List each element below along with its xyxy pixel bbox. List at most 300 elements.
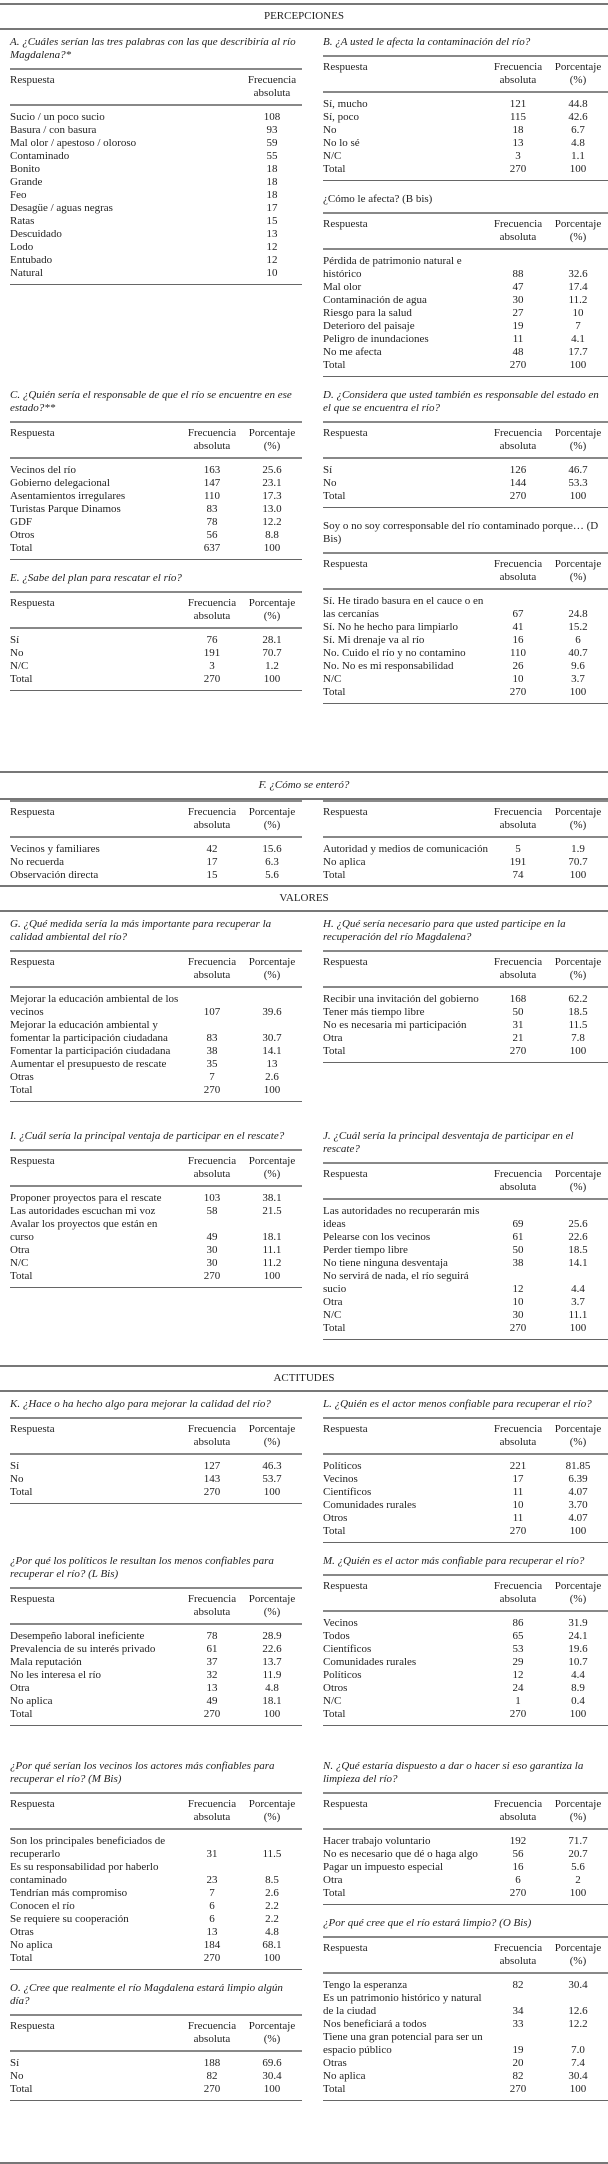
frequency-cell: 10 (512, 1499, 524, 1511)
row-label: Tengo la esperanza (323, 1979, 408, 1991)
table-row (10, 660, 302, 673)
question-block-m (323, 1549, 608, 1726)
frequency-cell: 11 (512, 1512, 524, 1524)
frequency-cell: 221 (509, 1460, 527, 1472)
table-row (10, 1218, 302, 1244)
table-row (10, 647, 302, 660)
column-header: Porcentaje (%) (548, 1575, 608, 1611)
table-row (10, 1019, 302, 1045)
table-row (323, 1296, 608, 1309)
row-label: Sí. No he hecho para limpiarlo (323, 621, 459, 633)
table-header-row (10, 69, 302, 105)
percentage-cell: 32.6 (568, 268, 588, 280)
table-row (323, 124, 608, 137)
left-column (0, 1392, 302, 1549)
question-pair (0, 383, 608, 771)
column-header: Respuesta (10, 801, 182, 837)
table-header-row (323, 951, 608, 987)
column-header: Respuesta (323, 1793, 488, 1829)
row-label: Sí (10, 2057, 20, 2069)
percentage-cell: 100 (263, 1708, 281, 1720)
percentage-cell: 18.5 (568, 1006, 588, 1018)
percentage-cell: 2.2 (265, 1900, 279, 1912)
table-row (323, 1322, 608, 1335)
frequency-cell: 18 (266, 189, 278, 201)
percentage-cell: 8.9 (571, 1682, 585, 1694)
percentage-cell: 11.1 (262, 1244, 282, 1256)
frequency-cell: 34 (512, 2005, 524, 2017)
data-table (323, 212, 608, 372)
percentage-cell: 4.4 (571, 1669, 585, 1681)
question-block-f (0, 771, 608, 882)
row-label: No. No es mi responsabilidad (323, 660, 454, 672)
row-label: Total (10, 1952, 33, 1964)
frequency-cell: 83 (206, 503, 218, 515)
column-header: Respuesta (323, 1418, 488, 1454)
data-table (10, 950, 302, 1097)
frequency-cell: 270 (509, 163, 527, 175)
column-header: Frecuencia absoluta (182, 1418, 242, 1454)
question-block-g (10, 912, 302, 1102)
frequency-cell: 121 (509, 98, 527, 110)
percentage-cell: 17.3 (262, 490, 282, 502)
question-pair (0, 912, 608, 1124)
question-title: Soy o no soy corresponsable del río contaminado porque… (D Bis) (323, 520, 599, 545)
frequency-cell: 61 (512, 1231, 524, 1243)
question-block-b (323, 30, 608, 181)
row-label: Las autoridades no recuperarán mis ideas (323, 1205, 480, 1230)
row-label: Total (323, 163, 346, 175)
frequency-cell: 31 (206, 1848, 218, 1860)
table-row (323, 137, 608, 150)
table-row (10, 189, 302, 202)
table-header-row (10, 1150, 302, 1186)
row-label: Otras (10, 1071, 34, 1083)
table-row (10, 202, 302, 215)
percentage-cell: 30.4 (568, 2070, 588, 2082)
percentage-cell: 53.7 (262, 1473, 282, 1485)
percentage-cell: 1.9 (571, 843, 585, 855)
frequency-cell: 270 (509, 490, 527, 502)
percentage-cell: 2.6 (265, 1071, 279, 1083)
percentage-cell: 24.1 (568, 1630, 588, 1642)
data-table (10, 68, 302, 280)
frequency-cell: 270 (509, 686, 527, 698)
table-row (323, 1611, 608, 1630)
frequency-cell: 32 (206, 1669, 218, 1681)
frequency-cell: 6 (209, 1900, 215, 1912)
question-pair (0, 30, 608, 383)
frequency-cell: 168 (509, 993, 527, 1005)
percentage-cell: 11.5 (262, 1848, 282, 1860)
table-row (323, 294, 608, 307)
percentage-cell: 1.1 (571, 150, 585, 162)
column-header: Respuesta (323, 56, 488, 92)
table-header-row (323, 1418, 608, 1454)
column-header: Frecuencia absoluta (488, 1793, 548, 1829)
frequency-cell: 107 (203, 1006, 221, 1018)
table-row (323, 1309, 608, 1322)
row-label: Turistas Parque Dinamos (10, 503, 121, 515)
frequency-cell: 55 (266, 150, 278, 162)
table-row (323, 1708, 608, 1721)
row-label: Total (10, 673, 33, 685)
frequency-cell: 41 (512, 621, 524, 633)
row-label: Feo (10, 189, 27, 201)
table-row (10, 673, 302, 686)
frequency-cell: 10 (512, 1296, 524, 1308)
table-row (323, 2057, 608, 2070)
column-header: Respuesta (10, 1588, 182, 1624)
table-row (323, 1257, 608, 1270)
column-header: Frecuencia absoluta (242, 69, 302, 105)
column-header: Porcentaje (%) (242, 422, 302, 458)
table-row (323, 660, 608, 673)
row-label: No es necesaria mi participación (323, 1019, 467, 1031)
frequency-cell: 17 (206, 856, 218, 868)
row-label: Mejorar la educación ambiental de los vecinos (10, 993, 179, 1018)
row-label: Es su responsabilidad por haberlo contaminado (10, 1861, 159, 1886)
percentage-cell: 28.1 (262, 634, 282, 646)
column-header: Porcentaje (%) (242, 1793, 302, 1829)
frequency-cell: 270 (203, 673, 221, 685)
row-label: N/C (323, 1695, 342, 1707)
table-row (10, 1270, 302, 1283)
frequency-cell: 11 (512, 333, 524, 345)
question-title: K. ¿Hace o ha hecho algo para mejorar la calidad del río? (10, 1398, 271, 1410)
frequency-cell: 270 (509, 359, 527, 371)
frequency-cell: 47 (512, 281, 524, 293)
percentage-cell: 12.2 (568, 2018, 588, 2030)
row-label: Descuidado (10, 228, 62, 240)
left-column (0, 1754, 302, 2162)
question-block-l (323, 1392, 608, 1543)
row-label: Todos (323, 1630, 350, 1642)
column-header: Porcentaje (%) (548, 1937, 608, 1973)
percentage-cell: 19.6 (568, 1643, 588, 1655)
row-label: Sí (10, 1460, 20, 1472)
table-row (10, 1695, 302, 1708)
column-header: Respuesta (323, 951, 488, 987)
question-block-bbis (323, 187, 608, 377)
right-column (323, 1124, 608, 1362)
column-header: Respuesta (10, 1793, 182, 1829)
table-row (323, 281, 608, 294)
frequency-cell: 270 (509, 2083, 527, 2095)
column-header: Frecuencia absoluta (488, 213, 548, 249)
frequency-cell: 7 (209, 1887, 215, 1899)
table-row (10, 215, 302, 228)
row-label: Grande (10, 176, 43, 188)
table-row (10, 458, 302, 477)
frequency-cell: 7 (209, 1071, 215, 1083)
percentage-cell: 100 (569, 163, 587, 175)
percentage-cell: 6.7 (571, 124, 585, 136)
frequency-cell: 78 (206, 1630, 218, 1642)
row-label: Observación directa (10, 869, 99, 881)
table-row (10, 2083, 302, 2096)
row-label: Sí. Mi drenaje va al río (323, 634, 425, 646)
percentage-cell: 3.7 (571, 673, 585, 685)
row-label: Total (323, 2083, 346, 2095)
percentage-cell: 11.5 (568, 1019, 588, 1031)
frequency-cell: 31 (512, 1019, 524, 1031)
percentage-cell: 8.8 (265, 529, 279, 541)
table-row (10, 1952, 302, 1965)
right-column (323, 912, 608, 1124)
frequency-cell: 19 (512, 2044, 524, 2056)
row-label: Entubado (10, 254, 53, 266)
percentage-cell: 14.1 (262, 1045, 282, 1057)
percentage-cell: 25.6 (262, 464, 282, 476)
row-label: Mal olor (323, 281, 362, 293)
right-column (323, 1549, 608, 1754)
table-row (323, 2018, 608, 2031)
percentage-cell: 18.5 (568, 1244, 588, 1256)
percentage-cell: 6.3 (265, 856, 279, 868)
percentage-cell: 68.1 (262, 1939, 282, 1951)
right-column (323, 30, 608, 383)
row-label: Total (323, 1322, 346, 1334)
frequency-cell: 110 (509, 647, 527, 659)
frequency-cell: 191 (509, 856, 527, 868)
row-label: Otras (323, 2057, 347, 2069)
row-label: Fomentar la participación ciudadana (10, 1045, 171, 1057)
percentage-cell: 62.2 (568, 993, 588, 1005)
table-row (323, 673, 608, 686)
row-label: Son los principales beneficiados de recuperarlo (10, 1835, 166, 1860)
column-header: Frecuencia absoluta (182, 592, 242, 628)
frequency-cell: 10 (512, 673, 524, 685)
column-header: Frecuencia absoluta (182, 1793, 242, 1829)
table-row (323, 1887, 608, 1900)
frequency-cell: 12 (512, 1283, 524, 1295)
right-column (323, 383, 608, 771)
row-label: No aplica (10, 1939, 53, 1951)
row-label: Sí (10, 634, 20, 646)
question-title: C. ¿Quién sería el responsable de que el río se encuentre en ese estado?** (10, 389, 292, 414)
percentage-cell: 4.4 (571, 1283, 585, 1295)
percentage-cell: 81.85 (565, 1460, 591, 1472)
row-label: No (323, 477, 337, 489)
row-label: Otros (323, 1682, 348, 1694)
row-label: Comunidades rurales (323, 1499, 417, 1511)
frequency-cell: 12 (266, 254, 278, 266)
table-header-row (10, 1418, 302, 1454)
frequency-cell: 192 (509, 1835, 527, 1847)
table-row (10, 124, 302, 137)
frequency-cell: 126 (509, 464, 527, 476)
column-header: Frecuencia absoluta (488, 56, 548, 92)
question-block-lbis (10, 1549, 302, 1726)
percentage-cell: 12.2 (262, 516, 282, 528)
percentage-cell: 13.0 (262, 503, 282, 515)
table-row (10, 856, 302, 869)
table-header-row (323, 1937, 608, 1973)
column-header: Porcentaje (%) (548, 951, 608, 987)
table-row (323, 307, 608, 320)
row-label: Total (10, 1084, 33, 1096)
frequency-cell: 270 (203, 2083, 221, 2095)
percentage-cell: 100 (263, 673, 281, 685)
percentage-cell: 2 (575, 1874, 581, 1886)
table-row (323, 249, 608, 281)
frequency-cell: 6 (515, 1874, 521, 1886)
frequency-cell: 93 (266, 124, 278, 136)
left-column (0, 30, 302, 383)
frequency-cell: 86 (512, 1617, 524, 1629)
column-header: Porcentaje (%) (242, 2015, 302, 2051)
question-title: I. ¿Cuál sería la principal ventaja de participar en el rescate? (10, 1130, 285, 1142)
table-row (323, 2083, 608, 2096)
percentage-cell: 20.7 (568, 1848, 588, 1860)
frequency-cell: 69 (512, 1218, 524, 1230)
column-header: Frecuencia absoluta (182, 422, 242, 458)
table-header-row (10, 1793, 302, 1829)
row-label: No aplica (10, 1695, 53, 1707)
table-row (323, 1454, 608, 1473)
frequency-cell: 82 (512, 1979, 524, 1991)
question-block-h (323, 912, 608, 1063)
table-row (10, 542, 302, 555)
percentage-cell: 100 (263, 1270, 281, 1282)
percentage-cell: 100 (263, 1084, 281, 1096)
frequency-cell: 35 (206, 1058, 218, 1070)
table-header-row (323, 56, 608, 92)
frequency-cell: 21 (512, 1032, 524, 1044)
frequency-cell: 110 (203, 490, 221, 502)
frequency-cell: 12 (512, 1669, 524, 1681)
row-label: Sí, poco (323, 111, 360, 123)
row-label: Sí, mucho (323, 98, 368, 110)
row-label: Otra (10, 1682, 30, 1694)
frequency-cell: 115 (509, 111, 527, 123)
table-header-row (323, 213, 608, 249)
table-row (323, 1973, 608, 1992)
question-title: ¿Por qué serían los vecinos los actores más confiables para recuperar el río? (M Bis) (10, 1760, 275, 1785)
table-row (323, 987, 608, 1006)
percentage-cell: 31.9 (568, 1617, 588, 1629)
table-row (323, 1019, 608, 1032)
column-header: Frecuencia absoluta (488, 1418, 548, 1454)
right-column (323, 1754, 608, 2162)
column-header: Porcentaje (%) (548, 422, 608, 458)
frequency-cell: 13 (512, 137, 524, 149)
table-row (323, 856, 608, 869)
percentage-cell: 100 (569, 1887, 587, 1899)
row-label: Total (323, 1708, 346, 1720)
percentage-cell: 18.1 (262, 1231, 282, 1243)
percentage-cell: 3.70 (568, 1499, 588, 1511)
table-row (10, 228, 302, 241)
frequency-cell: 15 (206, 869, 218, 881)
percentage-cell: 100 (569, 869, 587, 881)
percentage-cell: 42.6 (568, 111, 588, 123)
column-header: Respuesta (10, 422, 182, 458)
data-table (10, 421, 302, 555)
row-label: Sí. He tirado basura en el cauce o en las cercanías (323, 595, 484, 620)
frequency-cell: 18 (266, 176, 278, 188)
data-table (323, 1162, 608, 1335)
frequency-cell: 78 (206, 516, 218, 528)
percentage-cell: 100 (263, 542, 281, 554)
row-label: Total (323, 490, 346, 502)
row-label: GDF (10, 516, 33, 528)
row-label: Total (10, 1270, 33, 1282)
frequency-cell: 30 (512, 294, 524, 306)
frequency-cell: 3 (515, 150, 521, 162)
frequency-cell: 38 (512, 1257, 524, 1269)
row-label: Contaminación de agua (323, 294, 427, 306)
row-label: Bonito (10, 163, 40, 175)
table-row (323, 346, 608, 359)
percentage-cell: 21.5 (262, 1205, 282, 1217)
percentage-cell: 69.6 (262, 2057, 282, 2069)
left-column (0, 800, 302, 882)
table-row (323, 1473, 608, 1486)
percentage-cell: 38.1 (262, 1192, 282, 1204)
frequency-cell: 20 (512, 2057, 524, 2069)
table-row (10, 1926, 302, 1939)
table-row (323, 1669, 608, 1682)
frequency-cell: 270 (509, 1045, 527, 1057)
table-row (10, 869, 302, 882)
row-label: No servirá de nada, el río seguirá sucio (323, 1270, 469, 1295)
frequency-cell: 11 (512, 1486, 524, 1498)
column-header: Porcentaje (%) (548, 801, 608, 837)
right-column (323, 800, 608, 882)
column-header: Porcentaje (%) (242, 1588, 302, 1624)
frequency-cell: 42 (206, 843, 218, 855)
frequency-cell: 13 (266, 228, 278, 240)
table-row (10, 1205, 302, 1218)
row-label: Prevalencia de su interés privado (10, 1643, 156, 1655)
row-label: N/C (323, 1309, 342, 1321)
row-label: Científicos (323, 1486, 372, 1498)
percentage-cell: 11.9 (262, 1669, 282, 1681)
table-row (10, 1186, 302, 1205)
table-header-row (10, 951, 302, 987)
percentage-cell: 71.7 (568, 1835, 588, 1847)
frequency-cell: 270 (203, 1952, 221, 1964)
table-row (323, 1499, 608, 1512)
column-header: Porcentaje (%) (242, 951, 302, 987)
table-row (10, 628, 302, 647)
frequency-cell: 12 (266, 241, 278, 253)
table-row (323, 1682, 608, 1695)
frequency-cell: 29 (512, 1656, 524, 1668)
frequency-cell: 147 (203, 477, 221, 489)
row-label: Otras (10, 1926, 34, 1938)
column-header: Porcentaje (%) (548, 1418, 608, 1454)
column-header: Respuesta (10, 1418, 182, 1454)
frequency-cell: 38 (206, 1045, 218, 1057)
percentage-cell: 8.5 (265, 1874, 279, 1886)
frequency-cell: 270 (509, 1708, 527, 1720)
row-label: Mala reputación (10, 1656, 82, 1668)
frequency-cell: 48 (512, 346, 524, 358)
percentage-cell: 6.39 (568, 1473, 588, 1485)
row-label: Aumentar el presupuesto de rescate (10, 1058, 167, 1070)
frequency-cell: 30 (206, 1257, 218, 1269)
question-title: D. ¿Considera que usted también es responsable del estado en el que se encuentra el río? (323, 389, 599, 414)
percentage-cell: 23.1 (262, 477, 282, 489)
row-label: Ratas (10, 215, 35, 227)
percentage-cell: 4.8 (571, 137, 585, 149)
table-row (323, 1032, 608, 1045)
data-table (323, 1792, 608, 1900)
percentage-cell: 4.8 (265, 1682, 279, 1694)
